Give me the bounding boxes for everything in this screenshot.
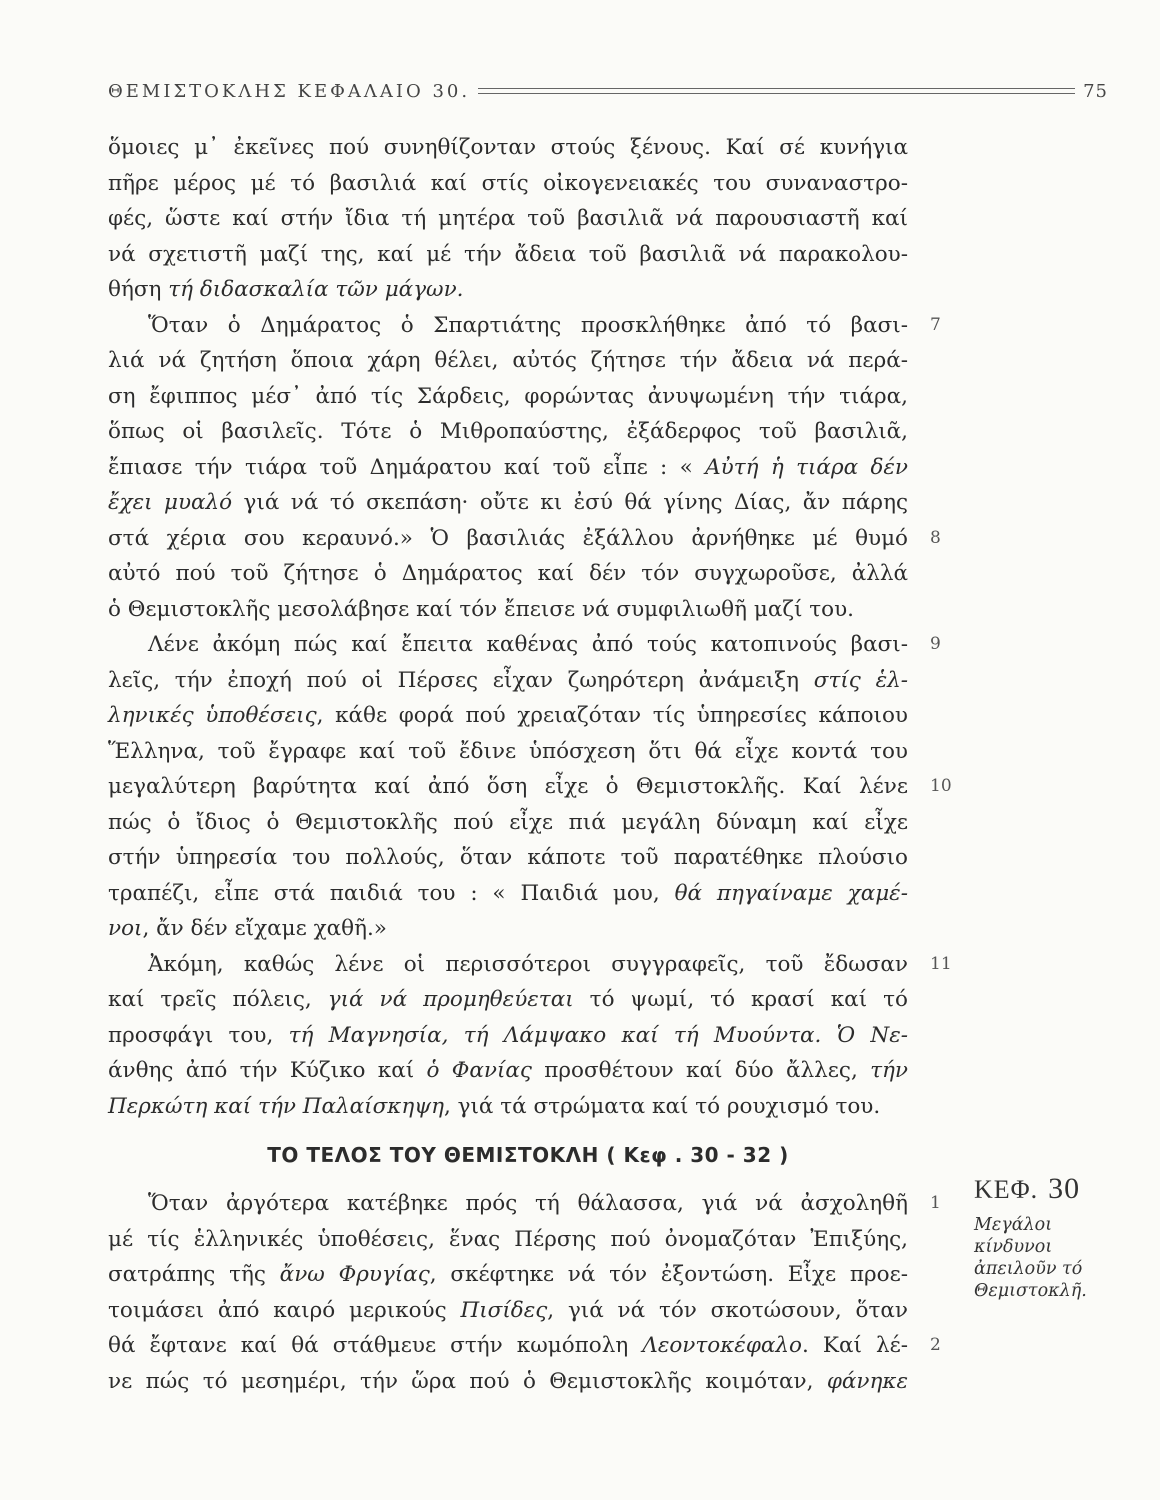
- text-line: [108, 1328, 941, 1364]
- text-segment: θά πηγαίναμε χαμέ-: [674, 880, 908, 906]
- section-title: ΤΟ ΤΕΛΟΣ ΤΟΥ ΘΕΜΙΣΤΟΚΛΗ ( Κεφ . 30 - 32 ): [267, 1143, 789, 1167]
- text-segment: γιά νά τό σκεπάση· οὔτε κι ἐσύ θά γίνης Δίας, ἄν πάρης: [243, 490, 908, 515]
- text-segment: άνθης ἀπό τήν Κύζικο καί: [108, 1058, 427, 1083]
- text-segment: τήν: [870, 1058, 908, 1083]
- text-segment: Ὅταν ὁ Δημάρατος ὁ Σπαρτιάτης προσκλήθηκε ἀπό τό βασι-: [148, 312, 908, 338]
- main-text: [108, 130, 952, 1399]
- text-line: [108, 592, 908, 628]
- text-segment: , κάθε φορά πού χρειαζόταν τίς ὑπηρεσίες κάποιου: [316, 703, 908, 728]
- summary-line: Μεγάλοι: [974, 1215, 1053, 1235]
- text-segment: ὅμοιες μ᾿ ἐκεῖνες πού συνηθίζονταν στούς ξένους. Καί σέ κυνήγια: [108, 135, 908, 160]
- text-segment: σατράπης τῆς: [108, 1262, 280, 1287]
- text-segment: ση ἔφιππος μέσ᾿ ἀπό τίς Σάρδεις, φορώντας ἀνυψωμένη τήν τιάρα,: [108, 383, 908, 409]
- header-rule: [478, 88, 1075, 94]
- summary-line: κίνδυνοι: [974, 1237, 1053, 1257]
- text-line: [108, 734, 908, 770]
- text-segment: αὐτό πού τοῦ ζήτησε ὁ Δημάρατος καί δέν τόν συγχωροῦσε, ἀλλά: [108, 561, 908, 586]
- paragraph-number: 8: [930, 527, 941, 548]
- text-line: [108, 1089, 908, 1125]
- text-line: [108, 272, 908, 308]
- text-segment: μέ τίς ἑλληνικές ὑποθέσεις, ἕνας Πέρσης πού ὀνομαζόταν Ἐπιξύης,: [108, 1226, 908, 1252]
- text-line: [108, 130, 908, 166]
- text-segment: ληνικές ὑποθέσεις: [108, 703, 317, 728]
- text-segment: ἔπιασε τήν τιάρα τοῦ Δημάρατου καί τοῦ εἶπε : «: [108, 454, 706, 480]
- text-line: [108, 1186, 941, 1222]
- text-segment: νοι: [108, 916, 143, 941]
- text-segment: Ὅταν ἀργότερα κατέβηκε πρός τή θάλασσα, γιά νά ἀσχοληθῆ: [148, 1191, 908, 1216]
- text-line: [108, 1053, 908, 1089]
- text-block-top: [108, 130, 952, 1124]
- text-segment: λιά νά ζητήση ὅποια χάρη θέλει, αὐτός ζήτησε τήν ἄδεια νά περά-: [108, 348, 908, 373]
- text-segment: λεῖς, τήν ἐποχή πού οἱ Πέρσες εἶχαν ζωηρότερη ἀνάμειξη: [108, 667, 814, 693]
- text-line: [108, 1293, 908, 1329]
- text-line: [108, 414, 908, 450]
- text-line: [108, 627, 941, 663]
- text-segment: τή Μαγνησία, τή Λάμψακο καί τή Μυούντα. Ὁ Νε-: [288, 1022, 909, 1048]
- text-line: [108, 1364, 908, 1400]
- text-segment: πῆρε μέρος μέ τό βασιλιά καί στίς οἰκογενειακές του συναναστρο-: [108, 170, 908, 196]
- text-line: [108, 1018, 908, 1054]
- text-line: [108, 485, 908, 521]
- text-segment: ἔχει μυαλό: [108, 490, 244, 515]
- paragraph-number: 10: [930, 776, 952, 796]
- text-segment: προσθέτουν καί δύο ἄλλες,: [531, 1058, 871, 1083]
- text-segment: , γιά νά τόν σκοτώσουν, ὅταν: [547, 1297, 908, 1323]
- text-segment: Περκώτη καί τήν Παλαίσκηψη: [108, 1093, 444, 1119]
- text-segment: ἄνω Φρυγίας: [279, 1262, 430, 1287]
- page-number: 75: [1083, 80, 1108, 102]
- text-segment: τραπέζι, εἶπε στά παιδιά του : « Παιδιά μου,: [108, 880, 675, 906]
- text-segment: Λεοντοκέφαλο: [642, 1333, 802, 1358]
- text-line: [108, 947, 952, 983]
- summary-line: Θεμιστοκλῆ.: [974, 1281, 1087, 1301]
- text-segment: τό ψωμί, τό κρασί καί τό: [573, 987, 908, 1012]
- paragraph-number: 9: [930, 634, 941, 654]
- text-segment: τοιμάσει ἀπό καιρό μερικούς: [108, 1297, 461, 1323]
- text-line: [108, 237, 908, 273]
- text-segment: νά σχετιστῆ μαζί της, καί μέ τήν ἄδεια τοῦ βασιλιᾶ νά παρακολου-: [108, 241, 908, 267]
- text-segment: στίς ἑλ-: [813, 667, 908, 693]
- text-segment: , ἄν δέν εἴχαμε χαθῆ.»: [142, 916, 387, 941]
- text-segment: θήση: [108, 277, 169, 302]
- chapter-marker: [974, 1172, 1104, 1206]
- margin-sidenote: [974, 1172, 1104, 1302]
- text-segment: Πισίδες: [460, 1297, 548, 1323]
- text-line: [108, 982, 908, 1018]
- paragraph-number: 1: [930, 1193, 941, 1213]
- text-line: [108, 805, 908, 841]
- text-line: [108, 663, 908, 699]
- text-line: [108, 698, 908, 734]
- text-segment: Ἕλληνα, τοῦ ἔγραφε καί τοῦ ἔδινε ὑπόσχεση ὅτι θά εἶχε κοντά του: [108, 738, 908, 764]
- text-line: [108, 343, 908, 379]
- text-segment: γιά νά προμηθεύεται: [327, 987, 574, 1012]
- paragraph-number: 11: [930, 953, 952, 974]
- text-segment: στήν ὑπηρεσία του πολλούς, ὅταν κάποτε τοῦ παρατέθηκε πλούσιο: [108, 845, 908, 870]
- text-line: [108, 911, 908, 947]
- text-segment: Λένε ἀκόμη πώς καί ἔπειτα καθένας ἀπό τούς κατοπινούς βασι-: [148, 632, 908, 657]
- text-segment: Ἀκόμη, καθώς λένε οἱ περισσότεροι συγγραφεῖς, τοῦ ἔδωσαν: [148, 951, 908, 977]
- text-segment: Αὐτή ἡ τιάρα δέν: [705, 454, 909, 480]
- chapter-summary: [974, 1214, 1104, 1302]
- text-segment: ὁ Θεμιστοκλῆς μεσολάβησε καί τόν ἔπεισε νά συμφιλιωθῆ μαζί του.: [108, 596, 854, 622]
- text-segment: προσφάγι του,: [108, 1022, 289, 1048]
- text-line: [108, 166, 908, 202]
- text-segment: στά χέρια σου κεραυνό.» Ὁ βασιλιάς ἐξάλλου ἀρνήθηκε μέ θυμό: [108, 525, 908, 551]
- text-block-bottom: [108, 1186, 941, 1399]
- text-line: [108, 379, 908, 415]
- running-title: ΘΕΜΙΣΤΟΚΛΗΣ ΚΕΦΑΛΑΙΟ 30.: [108, 80, 471, 102]
- summary-line: ἀπειλοῦν τό: [974, 1259, 1083, 1279]
- text-line: [108, 521, 941, 557]
- text-segment: νε πώς τό μεσημέρι, τήν ὥρα πού ὁ Θεμιστοκλῆς κοιμόταν,: [108, 1368, 827, 1394]
- text-segment: , γιά τά στρώματα καί τό ρουχισμό του.: [443, 1093, 881, 1119]
- text-segment: τή διδασκαλία τῶν μάγων.: [168, 277, 464, 302]
- paragraph-number: 7: [930, 314, 941, 335]
- text-segment: ὅπως οἱ βασιλεῖς. Τότε ὁ Μιθροπαύστης, ἐξάδερφος τοῦ βασιλιᾶ,: [108, 419, 908, 444]
- text-segment: καί τρεῖς πόλεις,: [108, 987, 328, 1012]
- text-line: [108, 876, 908, 912]
- chapter-label: ΚΕΦ.: [974, 1175, 1039, 1204]
- text-line: [108, 450, 908, 486]
- chapter-number: 30: [1048, 1172, 1081, 1205]
- paragraph-number: 2: [930, 1335, 941, 1355]
- text-segment: . Καί λέ-: [802, 1333, 908, 1358]
- text-segment: ὁ Φανίας: [426, 1058, 532, 1083]
- text-line: [108, 840, 908, 876]
- text-segment: πώς ὁ ἴδιος ὁ Θεμιστοκλῆς πού εἶχε πιά μεγάλη δύναμη καί εἶχε: [108, 809, 908, 835]
- text-line: [108, 201, 908, 237]
- text-segment: φάνηκε: [826, 1368, 908, 1394]
- text-segment: θά ἔφτανε καί θά στάθμευε στήν κωμόπολη: [108, 1333, 643, 1358]
- text-segment: , σκέφτηκε νά τόν ἐξοντώση. Εἶχε προε-: [429, 1262, 908, 1287]
- text-segment: φές, ὥστε καί στήν ἴδια τή μητέρα τοῦ βασιλιᾶ νά παρουσιαστῆ καί: [108, 206, 908, 231]
- text-line: [108, 308, 941, 344]
- text-segment: μεγαλύτερη βαρύτητα καί ἀπό ὅση εἶχε ὁ Θεμιστοκλῆς. Καί λένε: [108, 774, 908, 799]
- text-line: [108, 1222, 908, 1258]
- text-line: [108, 769, 952, 805]
- text-line: [108, 556, 908, 592]
- text-line: [108, 1257, 908, 1293]
- running-header: [108, 78, 1108, 104]
